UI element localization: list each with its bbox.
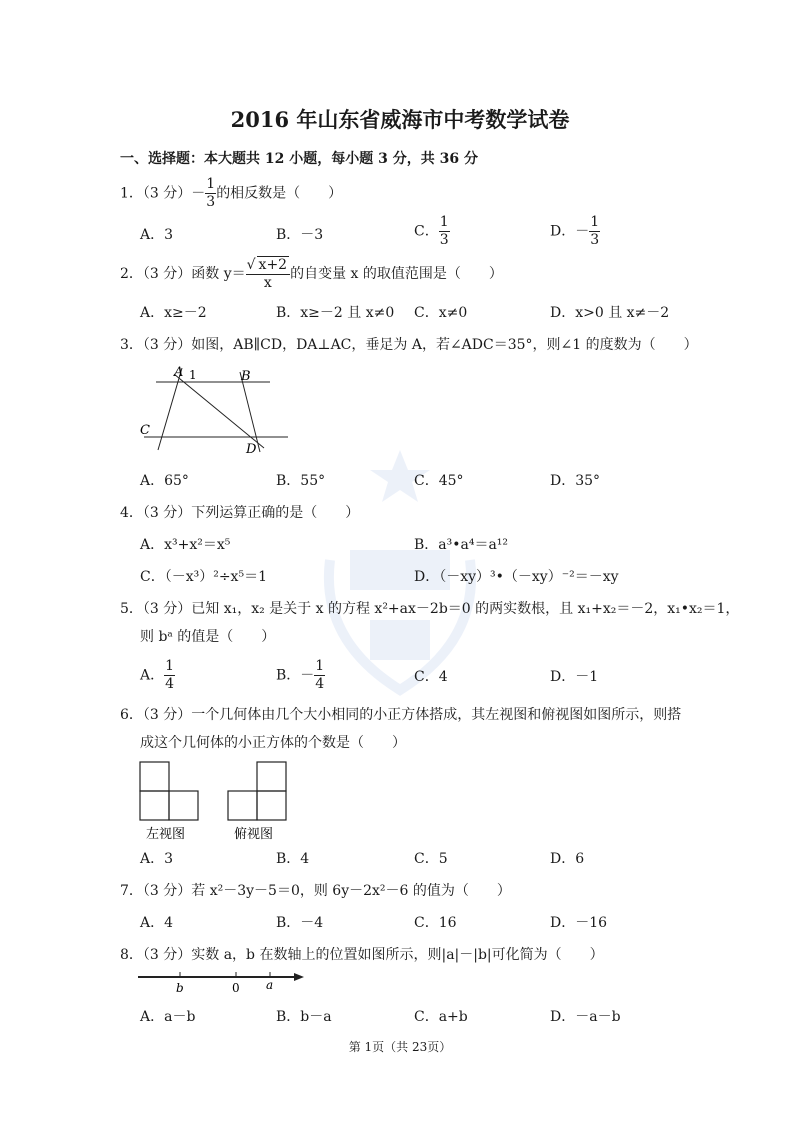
page-title: 2016 年山东省威海市中考数学试卷 — [230, 107, 570, 132]
q2-option-d: D．x>0 且 x≠－2 — [550, 305, 670, 321]
q6-option-d: D．6 — [550, 851, 585, 867]
q8-option-c: C．a+b — [414, 1009, 468, 1025]
question-7-stem: 7．（3 分）若 x²－3y－5＝0，则 6y－2x²－6 的值为（ ） — [120, 883, 511, 899]
q1-option-a: A．3 — [140, 227, 174, 243]
q4-option-d: D．（－xy）³•（－xy）⁻²＝－xy — [414, 569, 619, 585]
q7-option-b: B．－4 — [276, 915, 324, 931]
q1-option-d: D．－ $\frac{1}{3}$ — [550, 214, 600, 248]
q5-option-c: C．4 — [414, 669, 448, 685]
q7-option-a: A．4 — [140, 915, 174, 931]
question-1-stem: 1．（3 分）－ $\frac{1}{3}$ 的相反数是（ ） — [120, 176, 343, 210]
axis-label-b: b — [176, 981, 184, 995]
question-8-stem: 8．（3 分）实数 a，b 在数轴上的位置如图所示，则|a|－|b|可化简为（ ） — [120, 947, 604, 963]
page-footer: 第 1页（共 23页） — [348, 1040, 452, 1054]
q3-option-b: B．55° — [276, 473, 326, 489]
q2-option-c: C．x≠0 — [414, 305, 468, 321]
question-5-stem: 5．（3 分）已知 x₁，x₂ 是关于 x 的方程 x²+ax－2b＝0 的两实数根，且 x₁+x₂＝－2，x₁•x₂＝1， — [120, 601, 740, 617]
question-6-stem: 6．（3 分）一个几何体由几个大小相同的小正方体搭成，其左视图和俯视图如图所示，则搭 — [120, 707, 682, 723]
question-3-stem: 3．（3 分）如图，AB∥CD，DA⊥AC，垂足为 A，若∠ADC＝35°，则∠1 的度数为（ ） — [120, 337, 698, 353]
axis-label-zero: 0 — [232, 981, 240, 995]
angle-1-label: 1 — [189, 368, 197, 382]
q7-option-d: D．－16 — [550, 915, 608, 931]
q2-option-a: A．x≥－2 — [140, 305, 207, 321]
q3-option-c: C．45° — [414, 473, 464, 489]
section-heading: 一、选择题：本大题共 12 小题，每小题 3 分，共 36 分 — [120, 151, 478, 167]
q6-option-c: C．5 — [414, 851, 448, 867]
point-a-label: A — [174, 365, 184, 380]
question-5-stem-cont: 则 bᵃ 的值是（ ） — [140, 629, 276, 645]
question-2-stem: 2．（3 分）函数 y＝ $\frac{√ x+2}{x}$ 的自变量 x 的取值范围是（ ） — [120, 257, 503, 291]
q1-option-c: C． $\frac{1}{3}$ — [414, 214, 449, 248]
q5-option-a: A． $\frac{1}{4}$ — [140, 658, 175, 692]
question-4-stem: 4．（3 分）下列运算正确的是（ ） — [120, 505, 360, 521]
top-view-label: 俯视图 — [234, 827, 274, 842]
q4-option-b: B．a³•a⁴＝a¹² — [414, 537, 509, 553]
question-6-stem-cont: 成这个几何体的小正方体的个数是（ ） — [140, 735, 406, 751]
fraction: $\frac{1}{3}$ — [206, 176, 216, 210]
number-line-figure — [136, 968, 306, 996]
parallel-lines-figure — [136, 360, 296, 460]
q3-option-d: D．35° — [550, 473, 601, 489]
q8-option-b: B．b－a — [276, 1009, 332, 1025]
q8-option-d: D．－a－b — [550, 1009, 621, 1025]
point-b-label: B — [241, 369, 251, 384]
three-views-figure — [136, 760, 306, 842]
q2-option-b: B．x≥－2 且 x≠0 — [276, 305, 395, 321]
q6-option-a: A．3 — [140, 851, 174, 867]
left-view-label: 左视图 — [146, 827, 186, 842]
q5-option-b: B．－ $\frac{1}{4}$ — [276, 658, 325, 692]
q4-option-a: A．x³+x²＝x⁵ — [140, 537, 231, 553]
axis-label-a: a — [266, 978, 274, 992]
q7-option-c: C．16 — [414, 915, 457, 931]
q4-option-c: C．（－x³）²÷x⁵＝1 — [140, 569, 267, 585]
q5-option-d: D．－1 — [550, 669, 599, 685]
q3-option-a: A．65° — [140, 473, 189, 489]
point-d-label: D — [246, 442, 257, 457]
point-c-label: C — [140, 423, 150, 438]
q8-option-a: A．a－b — [140, 1009, 196, 1025]
q1-option-b: B．－3 — [276, 227, 324, 243]
q6-option-b: B．4 — [276, 851, 310, 867]
